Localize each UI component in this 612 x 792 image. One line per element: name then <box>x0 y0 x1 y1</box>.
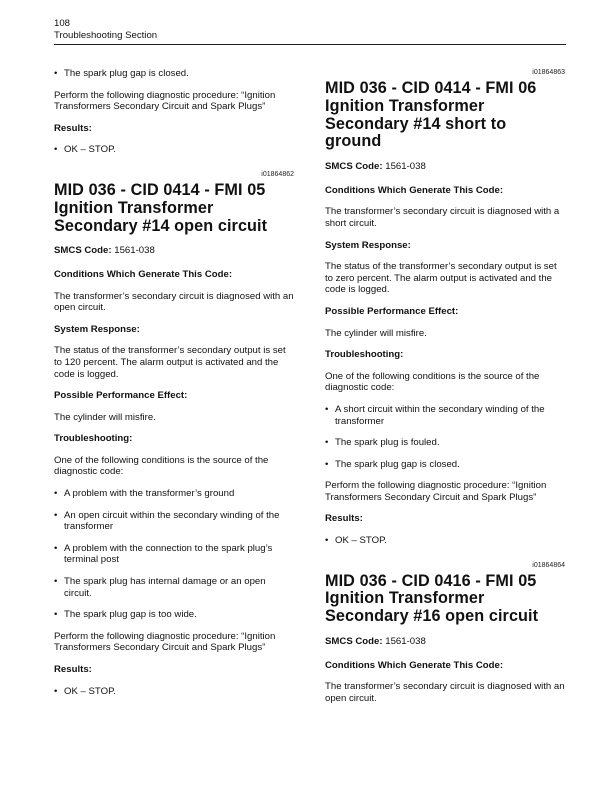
list-item: • A problem with the connection to the spark plug’s terminal post <box>54 543 294 566</box>
list-item: • The spark plug has internal damage or an open circuit. <box>54 576 294 599</box>
procedure-text: Perform the following diagnostic procedure: “Ignition Transformers Secondary Circuit and Spark Plugs” <box>325 480 547 503</box>
results-list <box>54 686 294 698</box>
left-column <box>54 68 294 707</box>
section-title: Troubleshooting Section <box>54 30 158 41</box>
list-item: • OK – STOP. <box>54 686 294 698</box>
smcs-code <box>325 636 565 648</box>
conditions-text: The transformer’s secondary circuit is diagnosed with an open circuit. <box>325 681 565 704</box>
document-id: i01864862 <box>261 170 294 178</box>
smcs-value: 1561-038 <box>385 636 426 648</box>
page-number: 108 <box>54 18 71 29</box>
section-heading: MID 036 - CID 0414 - FMI 05 Ignition Transformer Secondary #14 open circuit <box>54 180 268 235</box>
list-item: • An open circuit within the secondary winding of the transformer <box>54 510 294 533</box>
performance-effect-text: The cylinder will misfire. <box>54 411 156 423</box>
smcs-value: 1561-038 <box>385 161 426 173</box>
system-response-text: The status of the transformer’s secondary output is set to zero percent. The alarm output is activated and the code is logged. <box>325 261 557 296</box>
causes-list <box>325 404 565 470</box>
smcs-label: SMCS Code: <box>54 245 112 257</box>
conditions-label: Conditions Which Generate This Code: <box>325 184 504 196</box>
conditions-label: Conditions Which Generate This Code: <box>325 659 504 671</box>
section-heading: MID 036 - CID 0416 - FMI 05 Ignition Transformer Secondary #16 open circuit <box>325 571 539 626</box>
list-item: • The spark plug gap is too wide. <box>54 609 294 621</box>
performance-effect-text: The cylinder will misfire. <box>325 327 427 339</box>
list-item: • OK – STOP. <box>54 144 294 156</box>
smcs-code <box>325 161 565 173</box>
header-rule <box>54 44 566 45</box>
system-response-label: System Response: <box>54 323 140 335</box>
right-column <box>325 68 565 714</box>
list-item: • A problem with the transformer’s ground <box>54 488 294 500</box>
conditions-text: The transformer’s secondary circuit is diagnosed with an open circuit. <box>54 290 294 314</box>
procedure-text: Perform the following diagnostic procedure: “Ignition Transformers Secondary Circuit and Spark Plugs” <box>54 630 276 654</box>
system-response-label: System Response: <box>325 239 411 251</box>
conditions-text: The transformer’s secondary circuit is diagnosed with a short circuit. <box>325 206 560 229</box>
list-item: • The spark plug is fouled. <box>325 437 565 449</box>
list-item: • The spark plug gap is closed. <box>54 68 294 80</box>
continued-procedure: Perform the following diagnostic procedure: “Ignition Transformers Secondary Circuit and Spark Plugs” <box>54 89 276 113</box>
list-item: • A short circuit within the secondary winding of the transformer <box>325 404 565 427</box>
list-item: • OK – STOP. <box>325 535 565 547</box>
continued-results-label: Results: <box>54 122 92 134</box>
smcs-label: SMCS Code: <box>325 636 383 648</box>
troubleshooting-label: Troubleshooting: <box>325 349 404 361</box>
smcs-code <box>54 245 294 257</box>
results-list <box>325 535 565 547</box>
troubleshooting-intro: One of the following conditions is the source of the diagnostic code: <box>325 370 540 394</box>
causes-list <box>54 488 294 621</box>
list-item: • The spark plug gap is closed. <box>325 459 565 471</box>
troubleshooting-intro: One of the following conditions is the source of the diagnostic code: <box>54 454 269 478</box>
document-id: i01864864 <box>532 561 565 569</box>
performance-effect-label: Possible Performance Effect: <box>325 305 459 317</box>
smcs-label: SMCS Code: <box>325 161 383 173</box>
section-heading: MID 036 - CID 0414 - FMI 06 Ignition Transformer Secondary #14 short to ground <box>325 79 537 151</box>
results-label: Results: <box>54 664 92 676</box>
results-label: Results: <box>325 513 363 525</box>
smcs-value: 1561-038 <box>114 245 155 257</box>
system-response-text: The status of the transformer’s secondary output is set to 120 percent. The alarm output is activated and the code is logged. <box>54 345 286 380</box>
continued-results <box>54 144 294 156</box>
continued-bullets <box>54 68 294 80</box>
troubleshooting-label: Troubleshooting: <box>54 433 133 445</box>
page-header <box>54 18 157 42</box>
document-id: i01864863 <box>532 69 565 76</box>
conditions-label: Conditions Which Generate This Code: <box>54 268 233 280</box>
performance-effect-label: Possible Performance Effect: <box>54 390 188 402</box>
